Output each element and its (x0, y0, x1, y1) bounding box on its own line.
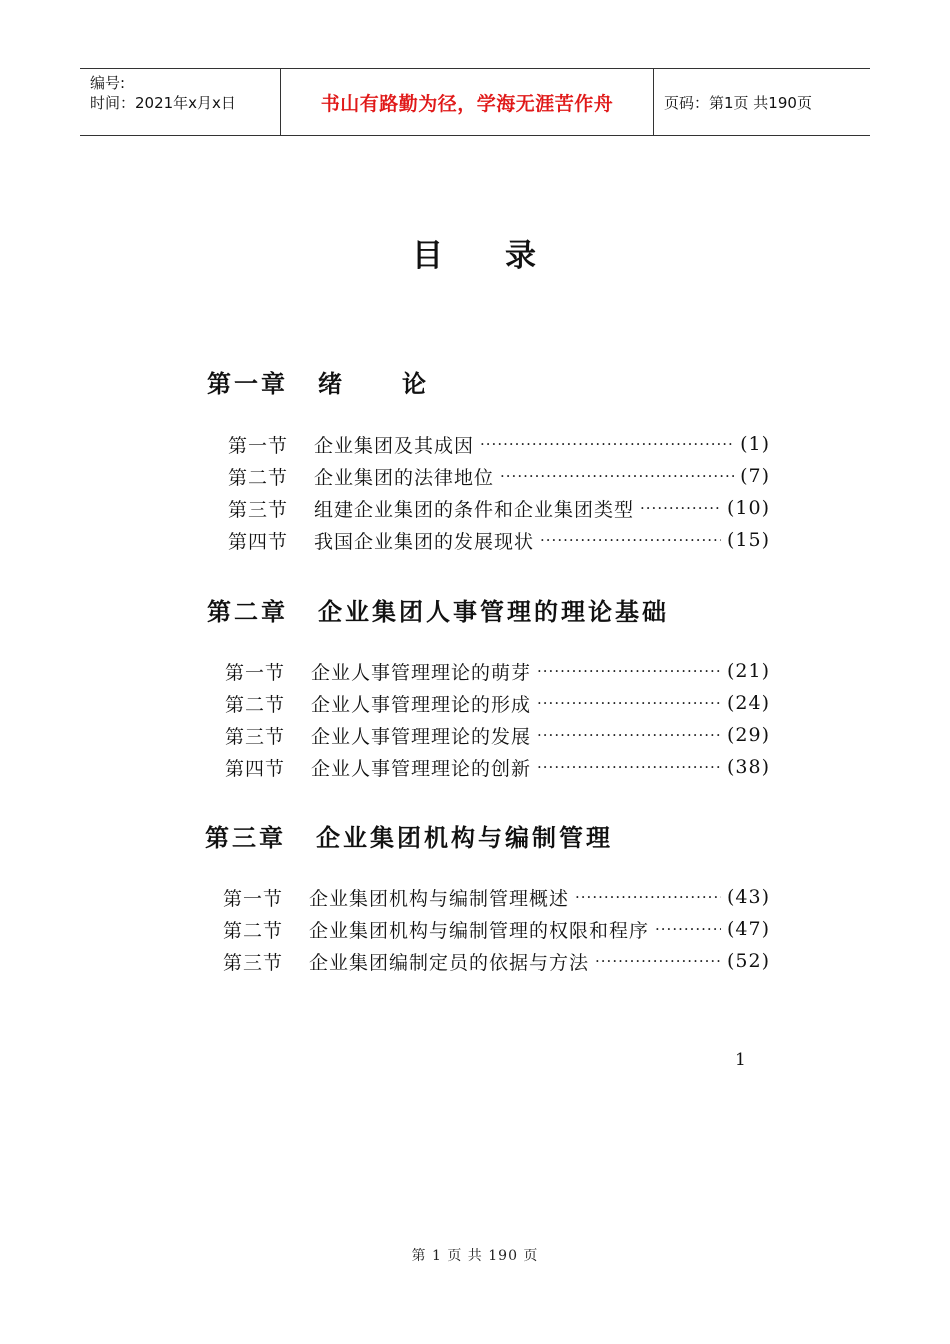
section-title: 组建企业集团的条件和企业集团类型 (314, 498, 635, 521)
section-page: (7) (740, 465, 770, 487)
dot-leader (640, 499, 721, 517)
section-page: (1) (740, 433, 770, 455)
section-number: 第三节 (225, 725, 286, 748)
date-label: 时间：2021年x月x日 (90, 94, 236, 112)
section-number: 第二节 (225, 693, 286, 716)
title-char-2: 录 (505, 238, 538, 274)
dot-leader (540, 531, 721, 549)
page-number: 1 (735, 1050, 746, 1070)
section-title: 企业人事管理理论的萌芽 (311, 661, 532, 684)
toc-entry[interactable] (228, 526, 770, 554)
dot-leader (537, 694, 721, 712)
section-title: 企业人事管理理论的发展 (311, 725, 532, 748)
chapter-title: 企业集团人事管理的理论基础 (318, 597, 669, 626)
toc-entry[interactable] (225, 721, 770, 749)
section-number: 第二节 (223, 919, 284, 942)
dot-leader (500, 467, 734, 485)
dot-leader (595, 952, 721, 970)
section-number: 第三节 (223, 951, 284, 974)
chapter-number: 第二章 (207, 597, 288, 626)
section-page: (15) (726, 529, 770, 551)
section-number: 第一节 (223, 887, 284, 910)
section-page: (24) (726, 692, 770, 714)
section-page: (10) (726, 497, 770, 519)
dot-leader (537, 662, 721, 680)
section-title: 企业集团编制定员的依据与方法 (309, 951, 590, 974)
chapter-title: 企业集团机构与编制管理 (316, 823, 613, 852)
section-number: 第三节 (228, 498, 289, 521)
chapter-number: 第一章 (207, 369, 288, 398)
section-page: (29) (726, 724, 770, 746)
section-title: 我国企业集团的发展现状 (314, 530, 535, 553)
section-number: 第四节 (225, 757, 286, 780)
chapter-number: 第三章 (205, 823, 286, 852)
toc-entry[interactable] (228, 430, 770, 458)
toc-entry[interactable] (225, 689, 770, 717)
section-number: 第一节 (225, 661, 286, 684)
toc-entry[interactable] (225, 657, 770, 685)
section-number: 第二节 (228, 466, 289, 489)
dot-leader (655, 920, 721, 938)
page-footer: 第 1 页 共 190 页 (411, 1248, 539, 1264)
section-number: 第一节 (228, 434, 289, 457)
toc-entry[interactable] (225, 753, 770, 781)
toc-entry[interactable] (223, 947, 770, 975)
section-title: 企业集团机构与编制管理概述 (309, 887, 570, 910)
chapter-heading (207, 592, 669, 627)
section-page: (38) (726, 756, 770, 778)
toc-entry[interactable] (228, 462, 770, 490)
section-number: 第四节 (228, 530, 289, 553)
page-info: 页码：第1页 共190页 (664, 93, 812, 112)
header-meta-cell (80, 69, 281, 135)
section-page: (21) (726, 660, 770, 682)
section-page: (52) (726, 950, 770, 972)
header-page-cell (654, 69, 870, 135)
chapter-heading (207, 364, 486, 399)
section-page: (43) (726, 886, 770, 908)
dot-leader (575, 888, 721, 906)
toc-entry[interactable] (228, 494, 770, 522)
motto-text: 书山有路勤为径，学海无涯苦作舟 (320, 92, 614, 115)
section-title: 企业人事管理理论的形成 (311, 693, 532, 716)
section-title: 企业人事管理理论的创新 (311, 757, 532, 780)
chapter-title: 绪论 (318, 369, 486, 398)
page-title (0, 230, 950, 275)
dot-leader (537, 726, 721, 744)
section-title: 企业集团机构与编制管理的权限和程序 (309, 919, 650, 942)
section-title: 企业集团的法律地位 (314, 466, 495, 489)
dot-leader (537, 758, 721, 776)
section-page: (47) (726, 918, 770, 940)
serial-label: 编号: (90, 74, 126, 92)
chapter-heading (205, 818, 613, 853)
header-motto-cell (281, 69, 654, 135)
section-title: 企业集团及其成因 (314, 434, 475, 457)
dot-leader (480, 435, 734, 453)
toc-entry[interactable] (223, 915, 770, 943)
document-header (80, 68, 870, 136)
toc-entry[interactable] (223, 883, 770, 911)
title-char-1: 目 (412, 238, 445, 274)
